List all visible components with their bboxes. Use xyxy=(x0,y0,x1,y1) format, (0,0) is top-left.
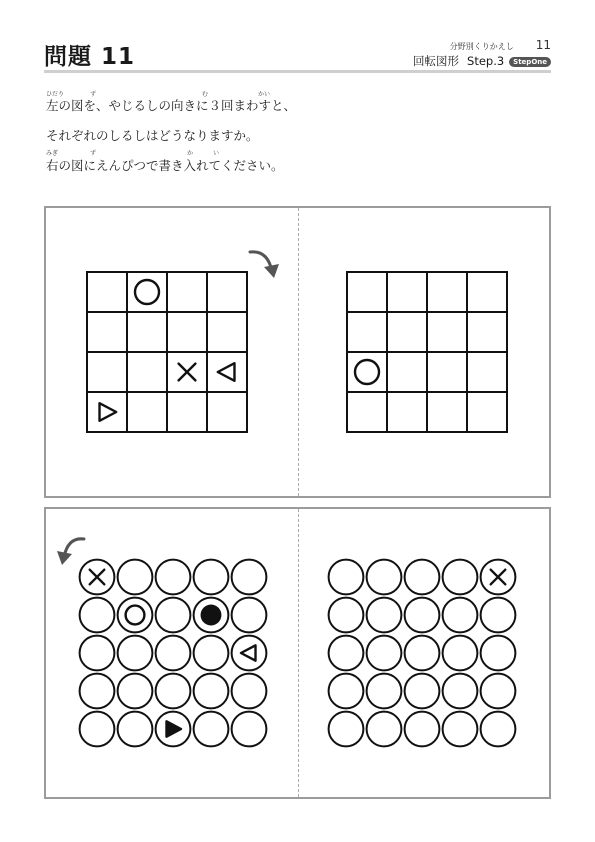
circle-cell xyxy=(194,712,229,747)
furigana-ka: か xyxy=(187,150,194,157)
page-title: 問題 11 xyxy=(44,44,136,70)
grid-cell xyxy=(387,272,427,312)
circle-cell xyxy=(443,560,478,595)
circle-cell xyxy=(481,636,516,671)
circle-cell xyxy=(80,712,115,747)
circle-cell xyxy=(443,598,478,633)
instruction-line-3: 右の図にえんぴつで書き入れてください。 xyxy=(46,158,284,173)
grid-cell xyxy=(387,352,427,392)
circle-cell xyxy=(194,636,229,671)
furigana-zu-2: ず xyxy=(90,150,97,157)
circle-cell xyxy=(367,674,402,709)
grid-cell xyxy=(347,272,387,312)
grid-cell xyxy=(207,312,247,352)
grid-cell xyxy=(427,312,467,352)
circle-cell xyxy=(156,636,191,671)
circle-cell xyxy=(80,598,115,633)
circle-cell xyxy=(443,674,478,709)
circle-cell xyxy=(156,674,191,709)
stepone-badge: StepOne xyxy=(509,57,551,67)
category-label: 分野別くりかえし xyxy=(449,42,514,51)
circle-cell xyxy=(232,712,267,747)
circle-cell xyxy=(232,674,267,709)
circle-cell xyxy=(481,712,516,747)
problem-1-answer-grid[interactable] xyxy=(346,271,508,433)
circle-cell xyxy=(118,712,153,747)
step-label: Step.3 xyxy=(467,54,505,68)
circle-cell xyxy=(329,674,364,709)
circle-cell xyxy=(232,560,267,595)
panel-divider xyxy=(298,509,299,797)
problem-2-left-grid xyxy=(78,558,268,748)
circle-cell xyxy=(329,560,364,595)
grid-cell xyxy=(467,352,507,392)
grid-cell xyxy=(467,312,507,352)
circle-cell xyxy=(405,712,440,747)
circle-cell xyxy=(367,636,402,671)
furigana-migi: みぎ xyxy=(46,150,59,157)
grid-cell xyxy=(207,352,247,392)
grid-cell xyxy=(207,272,247,312)
circle-cell xyxy=(405,674,440,709)
circle-cell xyxy=(443,636,478,671)
grid-cell xyxy=(467,392,507,432)
circle-cell xyxy=(232,598,267,633)
grid-cell xyxy=(347,312,387,352)
circle-cell xyxy=(481,598,516,633)
panel-divider xyxy=(298,208,299,496)
grid-cell xyxy=(167,312,207,352)
circle-cell xyxy=(481,674,516,709)
topic-label: 回転図形 xyxy=(413,54,460,68)
grid-cell xyxy=(207,392,247,432)
furigana-mu: む xyxy=(202,91,209,98)
grid-cell xyxy=(127,312,167,352)
grid-cell xyxy=(167,272,207,312)
grid-cell xyxy=(127,392,167,432)
circle-cell xyxy=(156,560,191,595)
furigana-hidari: ひだり xyxy=(46,91,65,98)
grid-cell xyxy=(427,272,467,312)
circle-cell xyxy=(329,636,364,671)
dot-mark xyxy=(201,605,222,626)
problem-2-answer-grid[interactable] xyxy=(327,558,517,748)
circle-cell xyxy=(405,560,440,595)
furigana-i: い xyxy=(213,150,220,157)
grid-cell xyxy=(467,272,507,312)
circle-cell xyxy=(118,674,153,709)
furigana-kai: かい xyxy=(258,91,271,98)
header-meta xyxy=(413,38,551,69)
grid-cell xyxy=(87,392,127,432)
clockwise-arrow-icon xyxy=(246,246,282,280)
problem-1-left-grid xyxy=(86,271,248,433)
circle-cell xyxy=(118,636,153,671)
circle-cell xyxy=(194,560,229,595)
circle-cell xyxy=(232,636,267,671)
circle-cell xyxy=(443,712,478,747)
furigana-zu: ず xyxy=(90,91,97,98)
grid-cell xyxy=(87,312,127,352)
page-number: 11 xyxy=(535,38,551,52)
circle-cell xyxy=(194,674,229,709)
grid-cell xyxy=(427,352,467,392)
grid-cell xyxy=(127,272,167,312)
circle-cell xyxy=(367,598,402,633)
grid-cell xyxy=(87,272,127,312)
grid-cell xyxy=(347,352,387,392)
grid-cell xyxy=(427,392,467,432)
circle-cell xyxy=(367,560,402,595)
grid-cell xyxy=(387,392,427,432)
grid-cell xyxy=(87,352,127,392)
header-rule xyxy=(44,70,551,73)
circle-cell xyxy=(405,598,440,633)
circle-cell xyxy=(118,598,153,633)
circle-cell xyxy=(80,674,115,709)
instruction-line-1: 左の図を、やじるしの向きに３回まわすと、 xyxy=(46,98,297,113)
circle-cell xyxy=(367,712,402,747)
grid-cell xyxy=(127,352,167,392)
circle-cell xyxy=(405,636,440,671)
circle-cell xyxy=(156,598,191,633)
circle-cell xyxy=(329,712,364,747)
circle-cell xyxy=(80,636,115,671)
grid-cell xyxy=(167,392,207,432)
circle-cell xyxy=(329,598,364,633)
instruction-line-2: それぞれのしるしはどうなりますか。 xyxy=(46,128,259,143)
grid-cell xyxy=(347,392,387,432)
grid-cell xyxy=(387,312,427,352)
circle-cell xyxy=(118,560,153,595)
